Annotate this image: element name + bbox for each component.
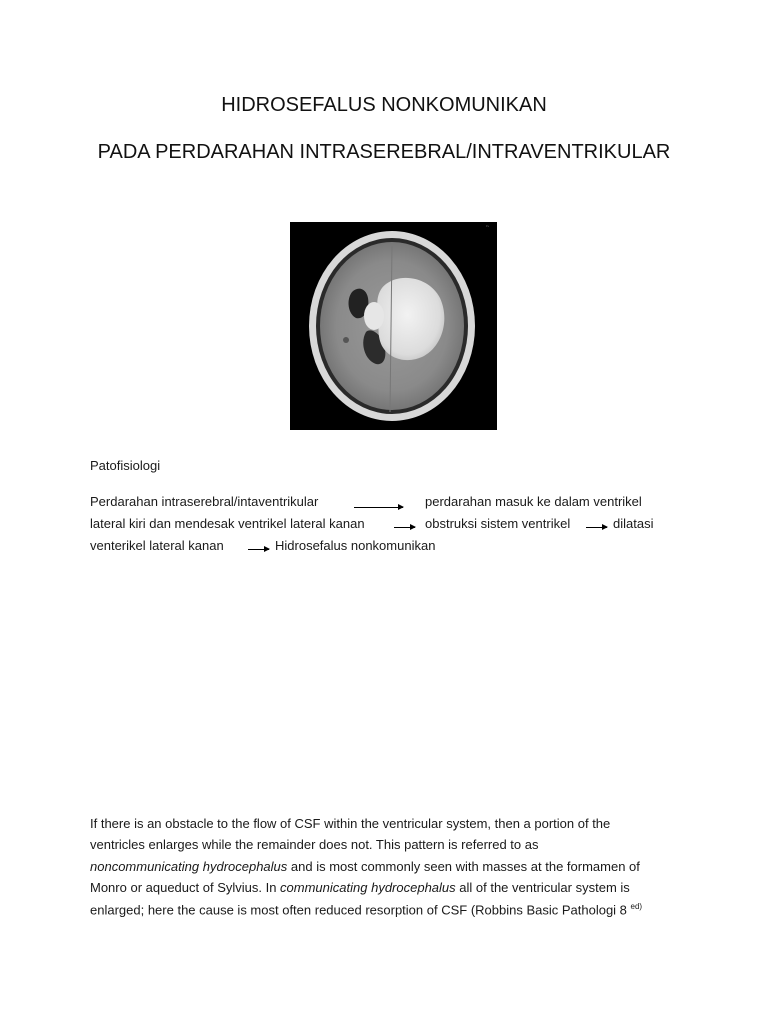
arrow-right-icon xyxy=(248,549,269,550)
paragraph-text: enlarged; here the cause is most often reduced resorption of CSF (Robbins Basic Pathologi 8 xyxy=(90,902,631,918)
paragraph-line-4 xyxy=(90,880,630,895)
paragraph-text: and is most commonly seen with masses at the formamen of xyxy=(287,859,640,874)
paragraph-line-1: If there is an obstacle to the flow of CSF within the ventricular system, then a portion of the xyxy=(90,816,611,831)
paragraph-line-2: ventricles enlarges while the remainder does not. This pattern is referred to as xyxy=(90,837,539,852)
flow-text-3b: Hidrosefalus nonkomunikan xyxy=(275,538,436,553)
arrow-right-icon xyxy=(586,527,607,528)
flow-text-1a: Perdarahan intraserebral/intaventrikular xyxy=(90,494,319,509)
document-title-line-2: PADA PERDARAHAN INTRASEREBRAL/INTRAVENTRIKULAR xyxy=(97,141,671,163)
italic-term: communicating hydrocephalus xyxy=(280,880,456,895)
flow-text-3a: venterikel lateral kanan xyxy=(90,538,224,553)
section-heading: Patofisiologi xyxy=(90,458,161,473)
paragraph-text: Monro or aqueduct of Sylvius. In xyxy=(90,880,281,895)
svg-text:‵‵: ‵‵ xyxy=(486,226,489,232)
paragraph-text: all of the ventricular system is xyxy=(455,880,630,895)
flow-text-1b: perdarahan masuk ke dalam ventrikel xyxy=(425,494,642,509)
paragraph-line-3 xyxy=(90,859,640,874)
arrow-right-icon xyxy=(354,507,403,508)
flow-text-2a: lateral kiri dan mendesak ventrikel lateral kanan xyxy=(90,516,365,531)
flow-text-2b: obstruksi sistem ventrikel xyxy=(425,516,571,531)
superscript-edition: ed) xyxy=(630,902,643,911)
italic-term: noncommunicating hydrocephalus xyxy=(90,859,288,874)
arrow-right-icon xyxy=(394,527,415,528)
ct-scan-brain-image xyxy=(290,222,497,430)
flow-text-2c: dilatasi xyxy=(613,516,654,531)
paragraph-line-5 xyxy=(90,902,642,917)
document-title-line-1: HIDROSEFALUS NONKOMUNIKAN xyxy=(221,94,547,116)
